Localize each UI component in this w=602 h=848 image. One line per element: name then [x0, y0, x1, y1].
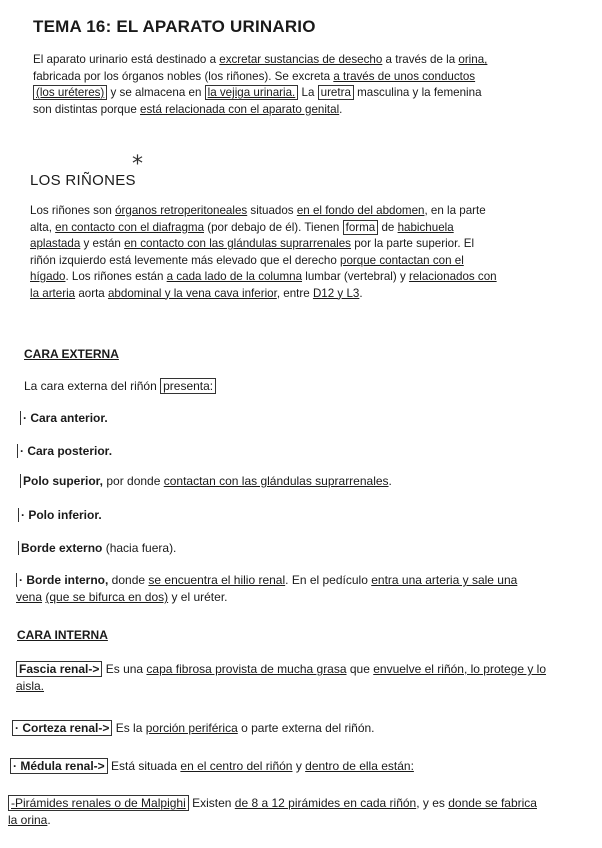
text: aorta	[75, 286, 108, 300]
list-item-corteza-renal	[12, 720, 375, 737]
underlined-text: en el centro del riñón	[180, 759, 293, 773]
underlined-text: capa fibrosa provista de mucha grasa	[146, 662, 347, 676]
text: o parte externa del riñón.	[237, 721, 375, 735]
list-item-borde-interno	[16, 572, 526, 606]
text: y	[292, 759, 306, 773]
underlined-text: (que se bifurca en dos)	[45, 590, 169, 604]
text: . Los riñones están	[65, 270, 167, 283]
text: (por debajo de él). Tienen	[204, 220, 343, 234]
text: masculina y la femenina son distintas porque	[33, 86, 482, 116]
text: Los riñones son	[30, 204, 116, 217]
list-item-polo-inferior	[18, 507, 102, 524]
underlined-text: abdominal y la vena cava inferior	[107, 286, 277, 300]
list-item-polo-superior	[20, 473, 392, 490]
page-title: TEMA 16: EL APARATO URINARIO	[33, 17, 316, 36]
item-label: · Polo inferior.	[18, 508, 102, 522]
item-label: Polo superior,	[20, 474, 103, 488]
text: La cara externa del riñón	[24, 379, 161, 393]
underlined-text: está relacionada con el aparato genital	[140, 102, 340, 116]
item-label: -Pirámides renales o de Malpighi	[8, 795, 189, 811]
text: situados	[247, 204, 297, 217]
item-label: · Médula renal->	[10, 758, 108, 774]
list-item-medula-renal	[10, 758, 414, 775]
text: por donde	[103, 474, 164, 488]
list-item-borde-externo	[18, 540, 176, 557]
text: y el uréter.	[168, 590, 228, 604]
list-item-cara-posterior	[17, 443, 112, 460]
text: Es una	[102, 662, 147, 676]
text: El aparato urinario está destinado a	[33, 53, 220, 66]
rinones-paragraph	[30, 203, 500, 302]
text: , en la parte alta,	[30, 204, 486, 234]
text: , y es	[416, 796, 449, 810]
text: lumbar (vertebral) y	[302, 270, 409, 283]
boxed-text: (los uréteres)	[33, 85, 107, 100]
text: Existen	[188, 796, 235, 810]
section-heading-rinones: LOS RIÑONES	[30, 172, 136, 189]
underlined-text: excretar sustancias de desecho	[219, 53, 383, 66]
text: La	[298, 86, 318, 99]
item-label: · Borde interno,	[16, 573, 108, 587]
underlined-text: órganos retroperitoneales	[115, 204, 248, 217]
text: Es la	[112, 721, 146, 735]
underlined-text: dentro de ella están:	[305, 759, 414, 773]
underlined-text: orina,	[458, 53, 488, 66]
underlined-text: envuelve el riñón, lo protege y lo aisla.	[16, 662, 547, 693]
section-heading-cara-externa: CARA EXTERNA	[24, 347, 119, 361]
underlined-text: de 8 a 12 pirámides en cada riñón	[234, 796, 417, 810]
text: .	[47, 813, 51, 827]
list-item-cara-anterior	[20, 410, 108, 427]
text: , entre	[276, 286, 313, 300]
item-label: Borde externo	[18, 541, 102, 555]
underlined-text: D12 y L3	[312, 286, 360, 300]
list-item-piramides-renales	[8, 795, 548, 829]
text: .	[388, 474, 392, 488]
underlined-text: entra una arteria y sale una vena	[16, 573, 518, 604]
cara-externa-intro	[24, 378, 216, 395]
underlined-text: relacionados con la arteria	[30, 270, 497, 300]
text: de	[378, 220, 398, 234]
underlined-text: en el fondo del abdomen	[296, 204, 425, 217]
item-label: · Cara anterior.	[20, 411, 108, 425]
boxed-text: presenta:	[160, 378, 216, 394]
text: (hacia fuera).	[102, 541, 177, 555]
item-label: Fascia renal->	[16, 661, 102, 677]
underlined-text: a través de unos conductos	[333, 69, 476, 83]
text: a través de la	[382, 53, 459, 66]
text: donde	[108, 573, 149, 587]
text: .	[339, 102, 343, 116]
underlined-text: se encuentra el hilio renal	[148, 573, 286, 587]
boxed-text: uretra	[318, 85, 354, 100]
underlined-text: habichuela aplastada	[30, 220, 454, 250]
text: .	[359, 286, 363, 300]
boxed-text: forma	[343, 220, 379, 235]
underlined-text: donde se fabrica la orina	[8, 796, 537, 827]
list-item-fascia-renal	[16, 661, 546, 695]
item-label: · Cara posterior.	[17, 444, 112, 458]
underlined-text: en contacto con el diafragma	[55, 220, 205, 234]
intro-paragraph	[33, 52, 488, 118]
item-label: · Corteza renal->	[12, 720, 112, 736]
text: y se almacena en	[107, 86, 205, 99]
text: . En el pedículo	[285, 573, 372, 587]
text: por la parte superior. El riñón izquierdo está levemente más elevado que el derecho	[30, 237, 475, 267]
section-heading-cara-interna: CARA INTERNA	[17, 628, 108, 642]
text: que	[346, 662, 374, 676]
underlined-text: porción periférica	[145, 721, 238, 735]
text: fabricada por los órganos nobles (los riñones). Se excreta	[33, 69, 334, 83]
underlined-text: contactan con las glándulas suprarrenales	[163, 474, 389, 488]
underlined-text: a cada lado de la columna	[166, 270, 303, 283]
asterisk-mark: *	[132, 152, 143, 177]
underlined-text: porque contactan con el hígado	[30, 253, 464, 283]
text: Está situada	[107, 759, 181, 773]
boxed-text: la vejiga urinaria.	[205, 85, 299, 100]
underlined-text: en contacto con las glándulas suprarrenales	[124, 237, 351, 250]
text: y están	[80, 237, 125, 250]
